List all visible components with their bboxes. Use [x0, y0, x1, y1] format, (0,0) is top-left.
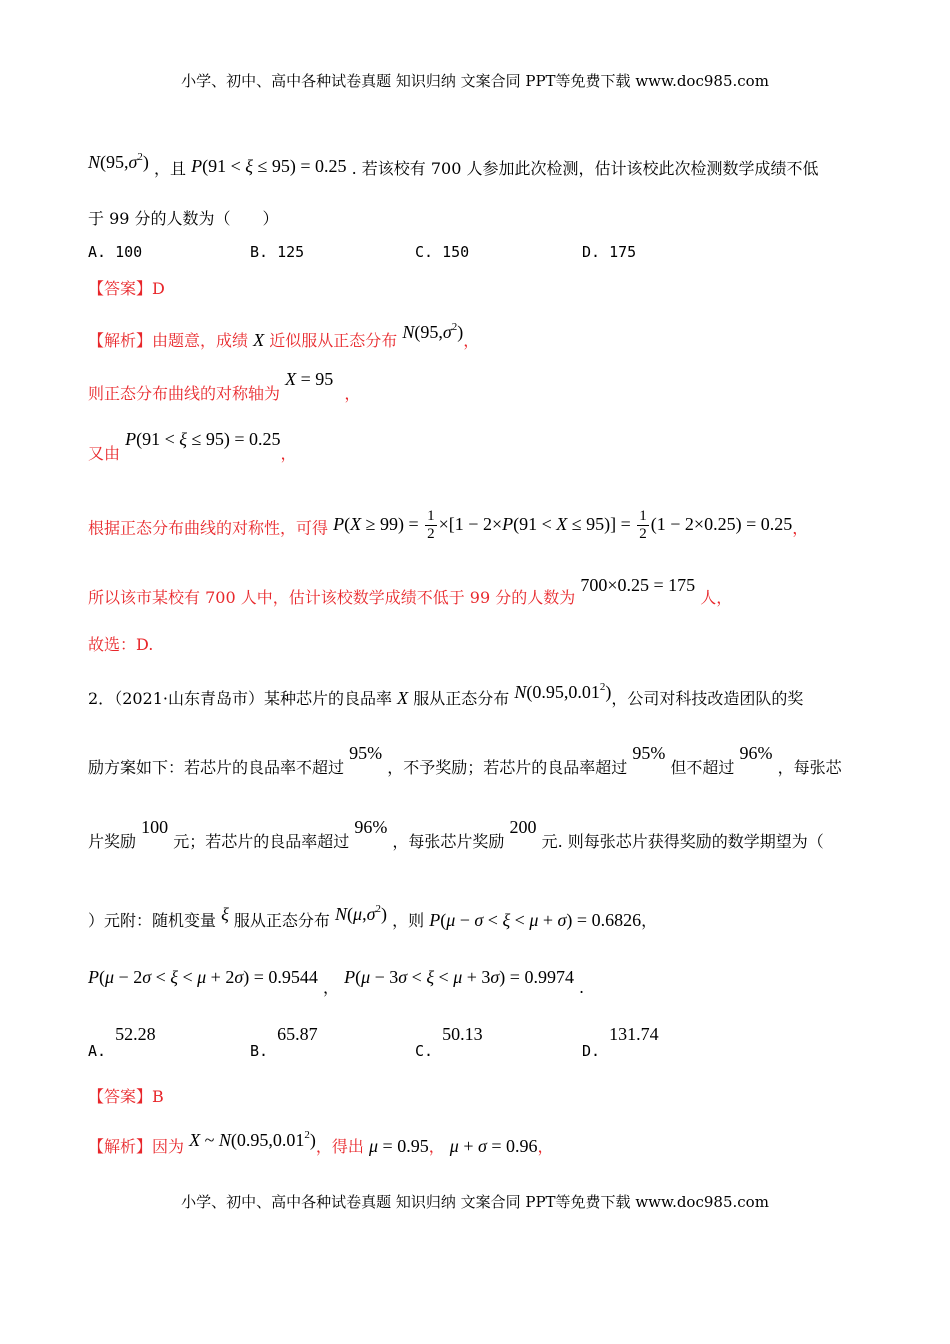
- q2-line2: 励方案如下：若芯片的良品率不超过 95% ，不予奖励；若芯片的良品率超过 95% 但不超过 96% ，每张芯: [88, 743, 842, 777]
- q2-answer: 【答案】B: [88, 1087, 164, 1106]
- q2-option-d: D. 131.74: [582, 1024, 659, 1060]
- page-footer: 小学、初中、高中各种试卷真题 知识归纳 文案合同 PPT等免费下载 www.doc985.com: [181, 1193, 769, 1211]
- q1-option-b: B. 125: [250, 243, 305, 261]
- q2-line4: ）元附：随机变量 ξ 服从正态分布 $N(\mu,\sigma^2)$ ，则 P(μ − σ < ξ < μ + σ) = 0.6826，: [88, 903, 658, 930]
- q1-option-c: C. 150: [415, 243, 470, 261]
- q2-option-c: C. 50.13: [415, 1024, 483, 1060]
- q2-option-b: B. 65.87: [250, 1024, 318, 1060]
- q1-line2: 于 99 分的人数为（ ）: [88, 209, 279, 228]
- q1-answer: 【答案】D: [88, 279, 165, 298]
- q2-line3: 片奖励 100 元；若芯片的良品率超过 96% ，每张芯片奖励 200 元. 则每张芯片获得奖励的数学期望为（: [88, 817, 824, 851]
- q1-analysis-3: 又由 P(91 < ξ ≤ 95) = 0.25，: [88, 429, 297, 463]
- q1-option-a: A. 100: [88, 243, 143, 261]
- q1-analysis-1: 【解析】由题意，成绩 X 近似服从正态分布 $N(95,\sigma^2)$，: [88, 321, 480, 350]
- q1-analysis-5: 所以该市某校有 700 人中，估计该校数学成绩不低于 99 分的人数为 700×0.25 = 175 人，: [88, 575, 733, 607]
- q2-line5: P(μ − 2σ < ξ < μ + 2σ) = 0.9544 ， P(μ − 3σ < ξ < μ + 3σ) = 0.9974 .: [88, 967, 585, 997]
- q1-analysis-2: 则正态分布曲线的对称轴为 X = 95 ，: [88, 369, 361, 403]
- q2-option-a: A. 52.28: [88, 1024, 156, 1060]
- q2-analysis-1: 【解析】因为 X ~ N(0.95,0.01$^2$)，得出 μ = 0.95， μ + σ = 0.96，: [88, 1129, 554, 1156]
- q1-line1: $N(95,\sigma^2)$ ，且 P(91 < ξ ≤ 95) = 0.25 . 若该校有 700 人参加此次检测，估计该校此次检测数学成绩不低: [88, 151, 819, 178]
- q1-analysis-4: 根据正态分布曲线的对称性，可得 P(X ≥ 99) = $\frac{1}{2}$ ×[1 − 2×P(91 < X ≤ 95)] = $\frac{1}{2}$ (1 − 2×0.25) = 0.25，: [88, 508, 809, 542]
- q1-analysis-6: 故选：D.: [88, 635, 154, 654]
- q2-line1: 2．（2021·山东青岛市）某种芯片的良品率 X 服从正态分布 N(0.95,0.01$^2$)，公司对科技改造团队的奖: [88, 681, 804, 708]
- page-header: 小学、初中、高中各种试卷真题 知识归纳 文案合同 PPT等免费下载 www.doc985.com: [181, 72, 769, 90]
- q1-option-d: D. 175: [582, 243, 637, 261]
